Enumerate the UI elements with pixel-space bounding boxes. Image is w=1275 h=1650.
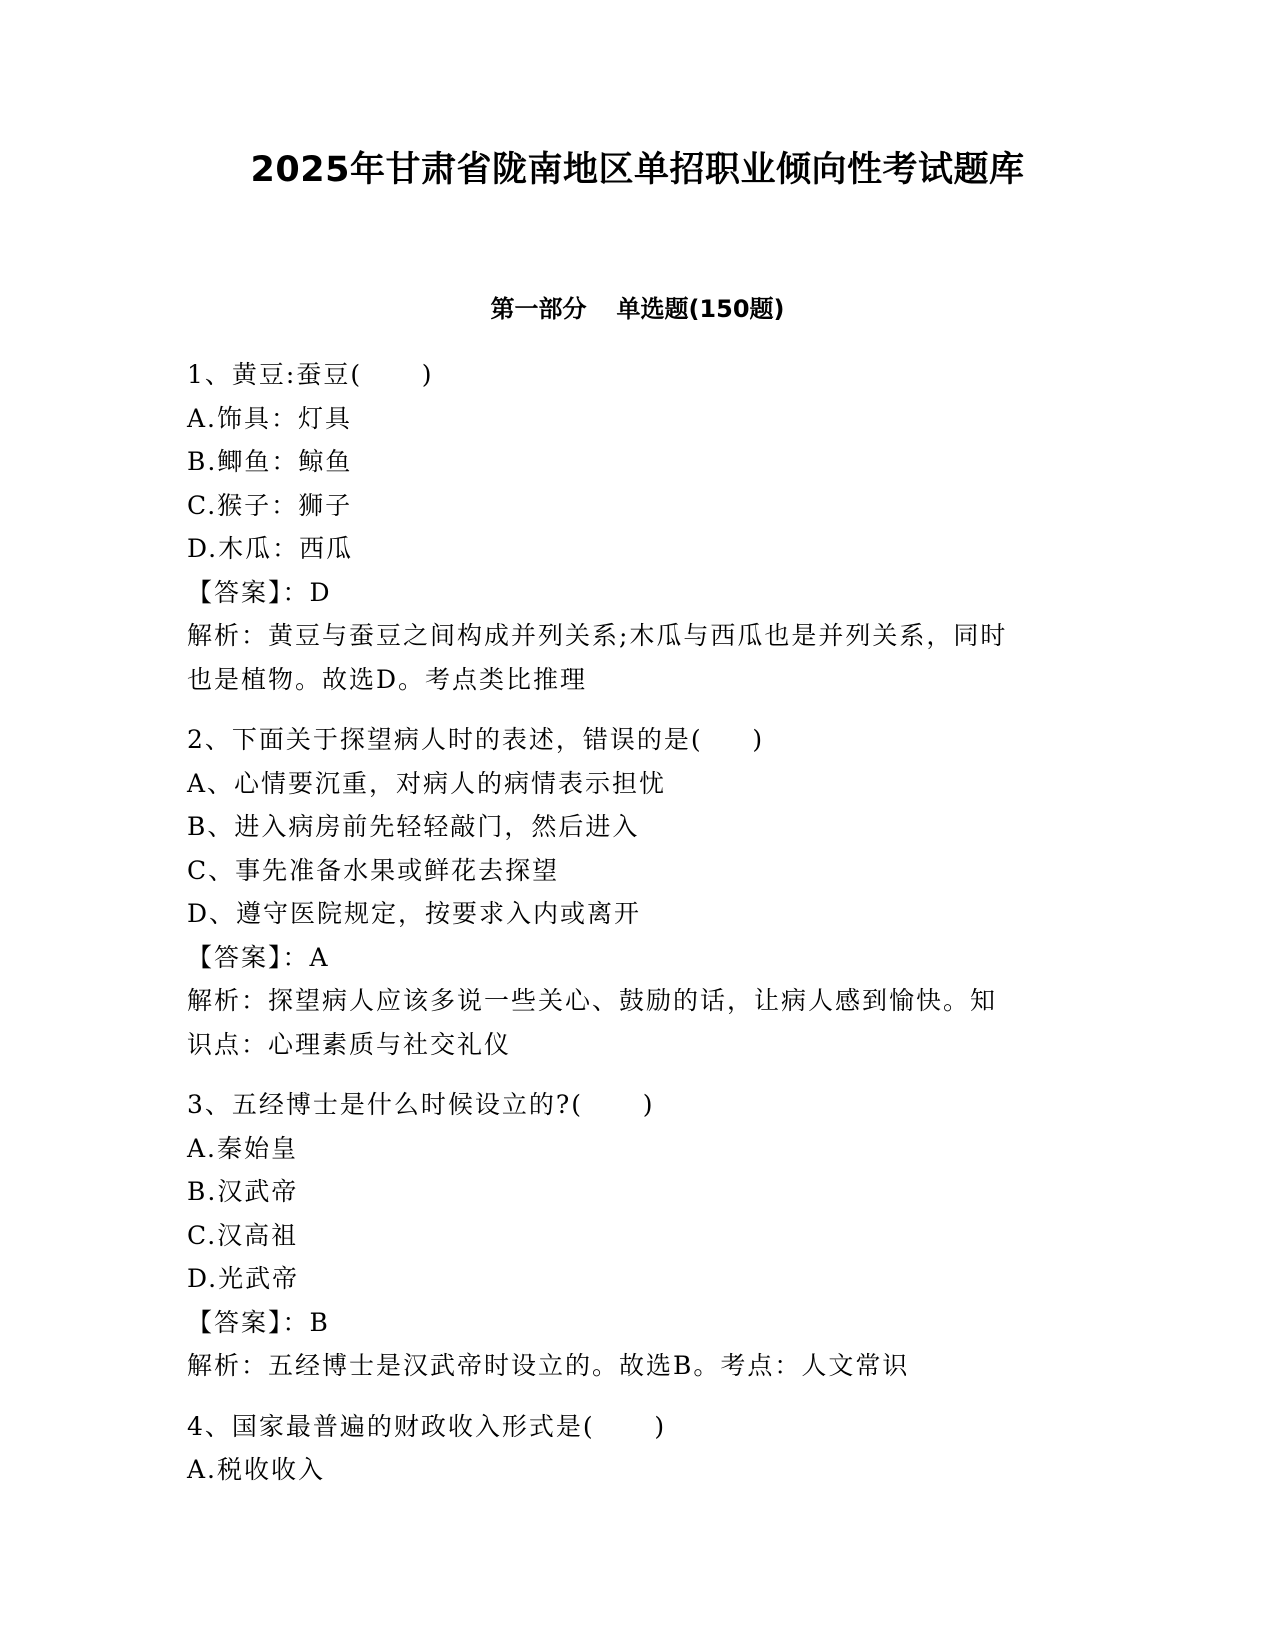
section-name: 单选题(150题) bbox=[616, 295, 785, 323]
answer: 【答案】：D bbox=[187, 577, 332, 607]
question-4 bbox=[187, 1405, 1087, 1492]
analysis-line: 也是植物。故选D。考点类比推理 bbox=[187, 664, 588, 694]
section-heading bbox=[0, 293, 1275, 325]
question-stem: 1、黄豆:蚕豆( ) bbox=[187, 360, 434, 389]
section-part: 第一部分 bbox=[490, 295, 587, 323]
analysis-line: 解析：五经博士是汉武帝时设立的。故选B。考点：人文常识 bbox=[187, 1351, 910, 1380]
answer: 【答案】：A bbox=[187, 942, 330, 972]
option-c: C.汉高祖 bbox=[187, 1220, 299, 1250]
option-a: A.饰具：灯具 bbox=[187, 403, 353, 433]
analysis-line: 解析：探望病人应该多说一些关心、鼓励的话，让病人感到愉快。知 bbox=[187, 986, 998, 1015]
question-3 bbox=[187, 1083, 1087, 1388]
option-b: B.汉武帝 bbox=[187, 1177, 299, 1206]
question-stem: 4、国家最普遍的财政收入形式是( ) bbox=[187, 1411, 667, 1441]
option-c: C.猴子：狮子 bbox=[187, 490, 353, 520]
answer: 【答案】：B bbox=[187, 1307, 330, 1337]
document-title: 2025年甘肃省陇南地区单招职业倾向性考试题库 bbox=[250, 150, 1025, 190]
option-d: D.木瓜：西瓜 bbox=[187, 534, 354, 563]
option-a: A、心情要沉重，对病人的病情表示担忧 bbox=[187, 768, 667, 798]
option-b: B、进入病房前先轻轻敲门，然后进入 bbox=[187, 812, 640, 841]
analysis-line: 解析：黄豆与蚕豆之间构成并列关系;木瓜与西瓜也是并列关系，同时 bbox=[187, 621, 1008, 650]
option-b: B.鲫鱼：鲸鱼 bbox=[187, 447, 353, 476]
option-d: D.光武帝 bbox=[187, 1264, 300, 1293]
option-d: D、遵守医院规定，按要求入内或离开 bbox=[187, 899, 642, 928]
analysis-line: 识点：心理素质与社交礼仪 bbox=[187, 1029, 512, 1059]
question-list bbox=[187, 353, 1087, 1509]
question-1 bbox=[187, 353, 1087, 701]
option-a: A.秦始皇 bbox=[187, 1133, 299, 1163]
question-stem: 2、下面关于探望病人时的表述，错误的是( ) bbox=[187, 725, 765, 754]
question-stem: 3、五经博士是什么时候设立的?( ) bbox=[187, 1090, 655, 1119]
option-c: C、事先准备水果或鲜花去探望 bbox=[187, 855, 560, 885]
option-a: A.税收收入 bbox=[187, 1455, 326, 1484]
question-2 bbox=[187, 718, 1087, 1066]
